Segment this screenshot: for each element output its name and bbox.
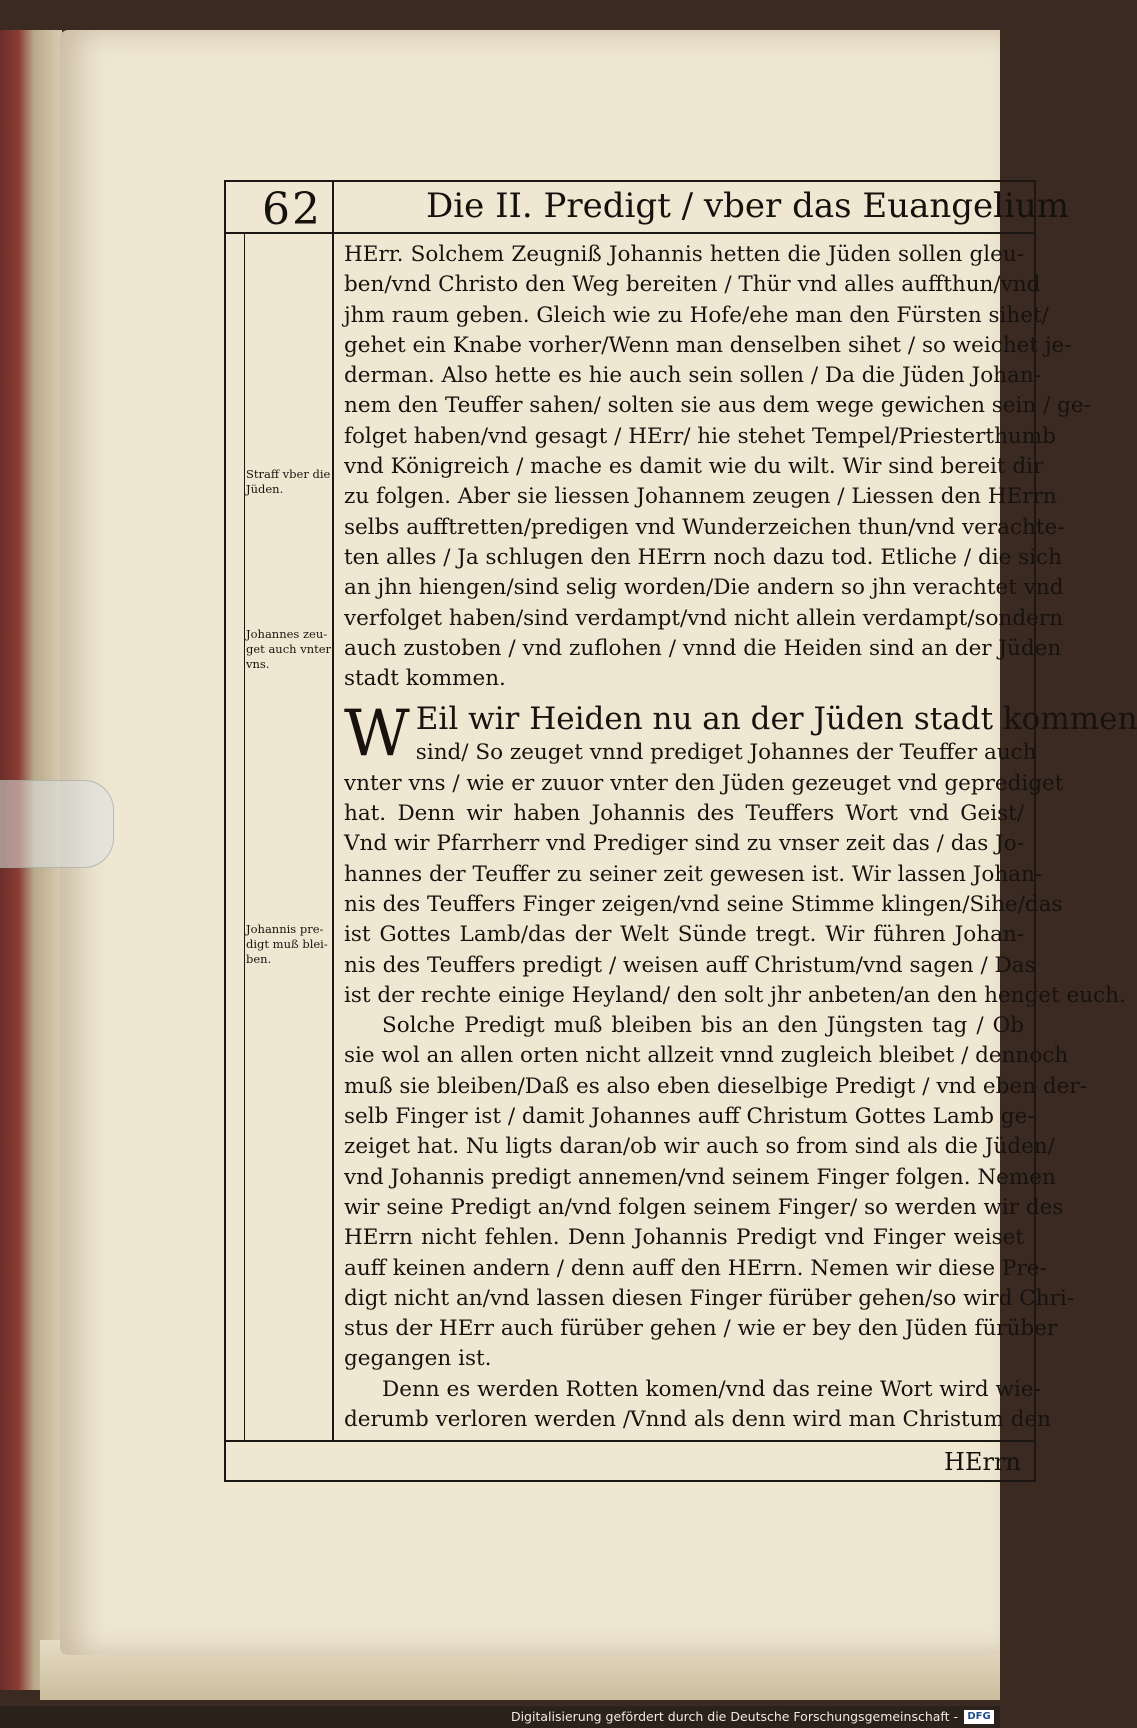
- text-line: auch zustoben / vnd zuflohen / vnnd die Heiden sind an der Jüden: [344, 635, 1062, 661]
- text-line: hannes der Teuffer zu seiner zeit gewesen ist. Wir lassen Johan-: [344, 861, 1043, 887]
- text-line: folget haben/vnd gesagt / HErr/ hie stehet Tempel/Priesterthumb: [344, 423, 1056, 449]
- text-line: Eil wir Heiden nu an der Jüden stadt kommen: [415, 701, 1137, 738]
- funding-credit: Digitalisierung gefördert durch die Deutsche Forschungsgemeinschaft -: [510, 1709, 958, 1724]
- catchword: HErrn: [944, 1448, 1021, 1476]
- text-line: zeiget hat. Nu ligts daran/ob wir auch so from sind als die Jüden/: [344, 1134, 1055, 1160]
- marginal-note: Johannes zeu-get auch vnter vns.: [246, 627, 332, 671]
- text-line: selb Finger ist / damit Johannes auff Christum Gottes Lamb ge-: [344, 1104, 1035, 1130]
- text-line: derumb verloren werden /Vnnd als denn wird man Christum den: [344, 1406, 1052, 1432]
- text-line: vnter vns / wie er zuuor vnter den Jüden gezeuget vnd geprediget: [344, 770, 1064, 796]
- text-line: nis des Teuffers Finger zeigen/vnd seine Stimme klingen/Sihe/das: [344, 891, 1063, 917]
- text-line: selbs aufftretten/predigen vnd Wunderzeichen thun/vnd verachte-: [344, 514, 1065, 540]
- text-line: Solche Predigt muß bleiben bis an den Jüngsten tag / Ob: [382, 1013, 1024, 1039]
- text-line: ist der rechte einige Heyland/ den solt jhr anbeten/an den henget euch.: [344, 982, 1126, 1008]
- header-rule: [226, 232, 1034, 234]
- body-bottom-rule: [226, 1440, 1034, 1442]
- running-head: Die II. Predigt / vber das Euangelium: [426, 186, 1070, 226]
- marginal-note: Straff vber die Jüden.: [246, 467, 331, 496]
- marginal-note: Johannis pre-digt muß blei-ben.: [246, 922, 328, 966]
- text-line: auff keinen andern / denn auff den HErrn. Nemen wir diese Pre-: [344, 1255, 1047, 1281]
- text-line: muß sie bleiben/Daß es also eben dieselbige Predigt / vnd eben der-: [344, 1073, 1087, 1099]
- text-line: ten alles / Ja schlugen den HErrn noch dazu tod. Etliche / die sich: [344, 544, 1062, 570]
- drop-capital: W: [344, 697, 410, 772]
- text-line: vnd Königreich / mache es damit wie du wilt. Wir sind bereit dir: [344, 454, 1044, 480]
- dfg-logo-icon: DFG: [964, 1710, 994, 1724]
- text-line: digt nicht an/vnd lassen diesen Finger fürüber gehen/so wird Chri-: [344, 1285, 1075, 1311]
- initial-paragraph: [344, 697, 1137, 772]
- text-line: wir seine Predigt an/vnd folgen seinem Finger/ so werden wir des: [344, 1194, 1064, 1220]
- inner-margin-rule: [244, 232, 245, 1440]
- text-line: ben/vnd Christo den Weg bereiten / Thür vnd alles auffthun/vnd: [344, 272, 1041, 298]
- text-line: jhm raum geben. Gleich wie zu Hofe/ehe man den Fürsten sihet/: [344, 302, 1049, 328]
- book-page: [60, 30, 1137, 1655]
- text-line: an jhn hiengen/sind selig worden/Die andern so jhn verachtet vnd: [344, 575, 1064, 601]
- text-line: nis des Teuffers predigt / weisen auff Christum/vnd sagen / Das: [344, 952, 1036, 978]
- text-line: nem den Teuffer sahen/ solten sie aus dem wege gewichen sein / ge-: [344, 393, 1091, 419]
- text-line: verfolget haben/sind verdampt/vnd nicht allein verdampt/sondern: [344, 605, 1063, 631]
- text-line: vnd Johannis predigt annemen/vnd seinem Finger folgen. Nemen: [344, 1164, 1056, 1190]
- text-line: gegangen ist.: [344, 1346, 492, 1372]
- text-line: stadt kommen.: [344, 666, 506, 692]
- text-line: stus der HErr auch fürüber gehen / wie er bey den Jüden fürüber: [344, 1316, 1058, 1342]
- text-line: Vnd wir Pfarrherr vnd Prediger sind zu vnser zeit das / das Jo-: [344, 831, 1024, 857]
- text-line: hat. Denn wir haben Johannis des Teuffers Wort vnd Geist/: [344, 801, 1024, 827]
- text-line: gehet ein Knabe vorher/Wenn man denselben sihet / so weichet je-: [344, 332, 1072, 358]
- text-line: derman. Also hette es hie auch sein sollen / Da die Jüden Johan-: [344, 363, 1041, 389]
- text-line: ist Gottes Lamb/das der Welt Sünde tregt. Wir führen Johan-: [344, 922, 1024, 948]
- body-text: [344, 240, 1137, 1435]
- margin-rule: [332, 182, 334, 1440]
- text-line: Denn es werden Rotten komen/vnd das reine Wort wird wie-: [382, 1376, 1041, 1402]
- text-line: sie wol an allen orten nicht allzeit vnnd zugleich bleibet / dennoch: [344, 1043, 1069, 1069]
- plastic-page-clip: [0, 780, 114, 868]
- page-number: 62: [262, 184, 322, 235]
- text-line: zu folgen. Aber sie liessen Johannem zeugen / Liessen den HErrn: [344, 484, 1057, 510]
- page-frame: [224, 180, 1137, 1482]
- text-line: sind/ So zeuget vnnd prediget Johannes der Teuffer auch: [415, 740, 1037, 766]
- text-line: HErr. Solchem Zeugniß Johannis hetten die Jüden sollen gleu-: [344, 242, 1024, 267]
- text-line: HErrn nicht fehlen. Denn Johannis Predigt vnd Finger weiset: [344, 1225, 1024, 1251]
